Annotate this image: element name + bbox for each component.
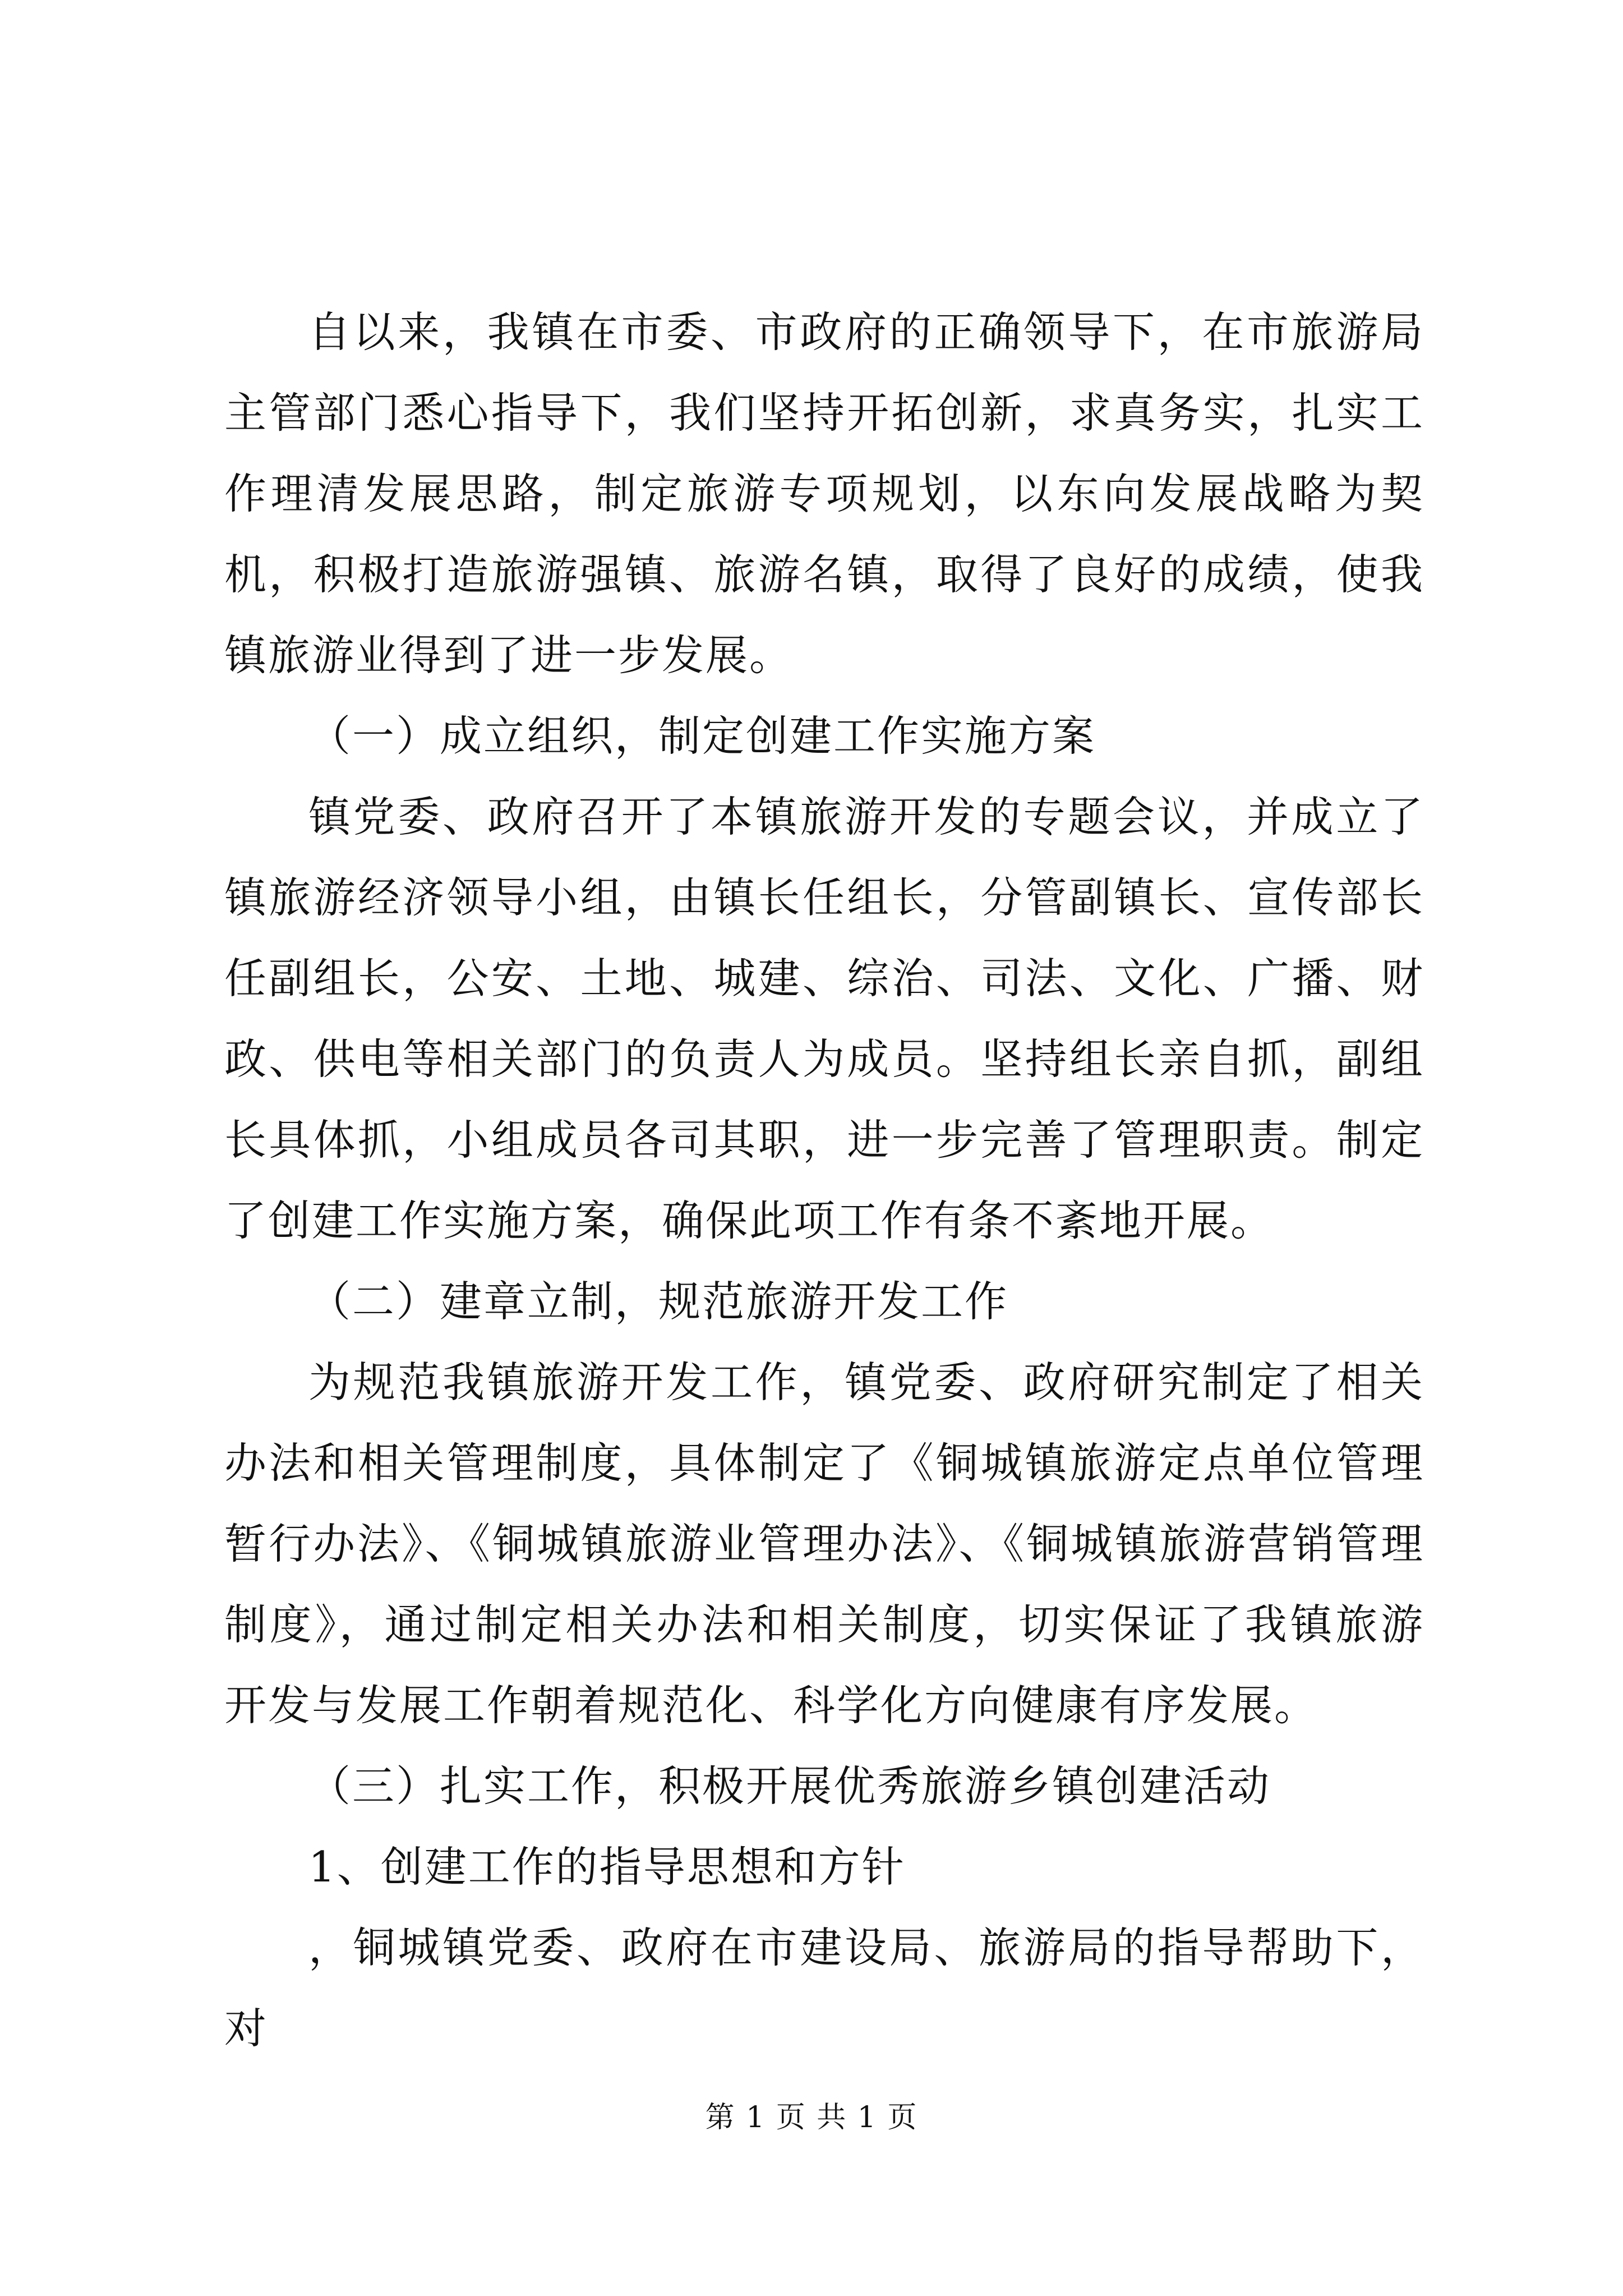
subsection-1-paragraph: ，铜城镇党委、政府在市建设局、旅游局的指导帮助下，对 <box>224 1923 1424 2053</box>
document-body <box>224 292 1424 2069</box>
section-1-paragraph: 镇党委、政府召开了本镇旅游开发的专题会议，并成立了镇旅游经济领导小组，由镇长任组长，分管副镇长、宣传部长任副组长，公安、土地、城建、综治、司法、文化、广播、财政、供电等相关部门的负责人为成员。坚持组长亲自抓，副组长具体抓，小组成员各司其职，进一步完善了管理职责。制定了创建工作实施方案，确保此项工作有条不紊地开展。 <box>224 792 1424 1245</box>
subsection-heading-1: 1、创建工作的指导思想和方针 <box>308 1842 906 1892</box>
section-heading-3: （三）扎实工作，积极开展优秀旅游乡镇创建活动 <box>308 1761 1271 1811</box>
intro-paragraph: 自以来，我镇在市委、市政府的正确领导下，在市旅游局主管部门悉心指导下，我们坚持开拓创新，求真务实，扎实工作理清发展思路，制定旅游专项规划，以东向发展战略为契机，积极打造旅游强镇、旅游名镇，取得了良好的成绩，使我镇旅游业得到了进一步发展。 <box>224 307 1424 680</box>
section-heading-1: （一）成立组织，制定创建工作实施方案 <box>308 711 1096 761</box>
section-heading-2: （二）建章立制，规范旅游开发工作 <box>308 1277 1009 1326</box>
section-2-paragraph: 为规范我镇旅游开发工作，镇党委、政府研究制定了相关办法和相关管理制度，具体制定了《铜城镇旅游定点单位管理暂行办法》、《铜城镇旅游业管理办法》、《铜城镇旅游营销管理制度》，通过制定相关办法和相关制度，切实保证了我镇旅游开发与发展工作朝着规范化、科学化方向健康有序发展。 <box>224 1358 1424 1730</box>
page-footer: 第 1 页 共 1 页 <box>705 2101 918 2134</box>
